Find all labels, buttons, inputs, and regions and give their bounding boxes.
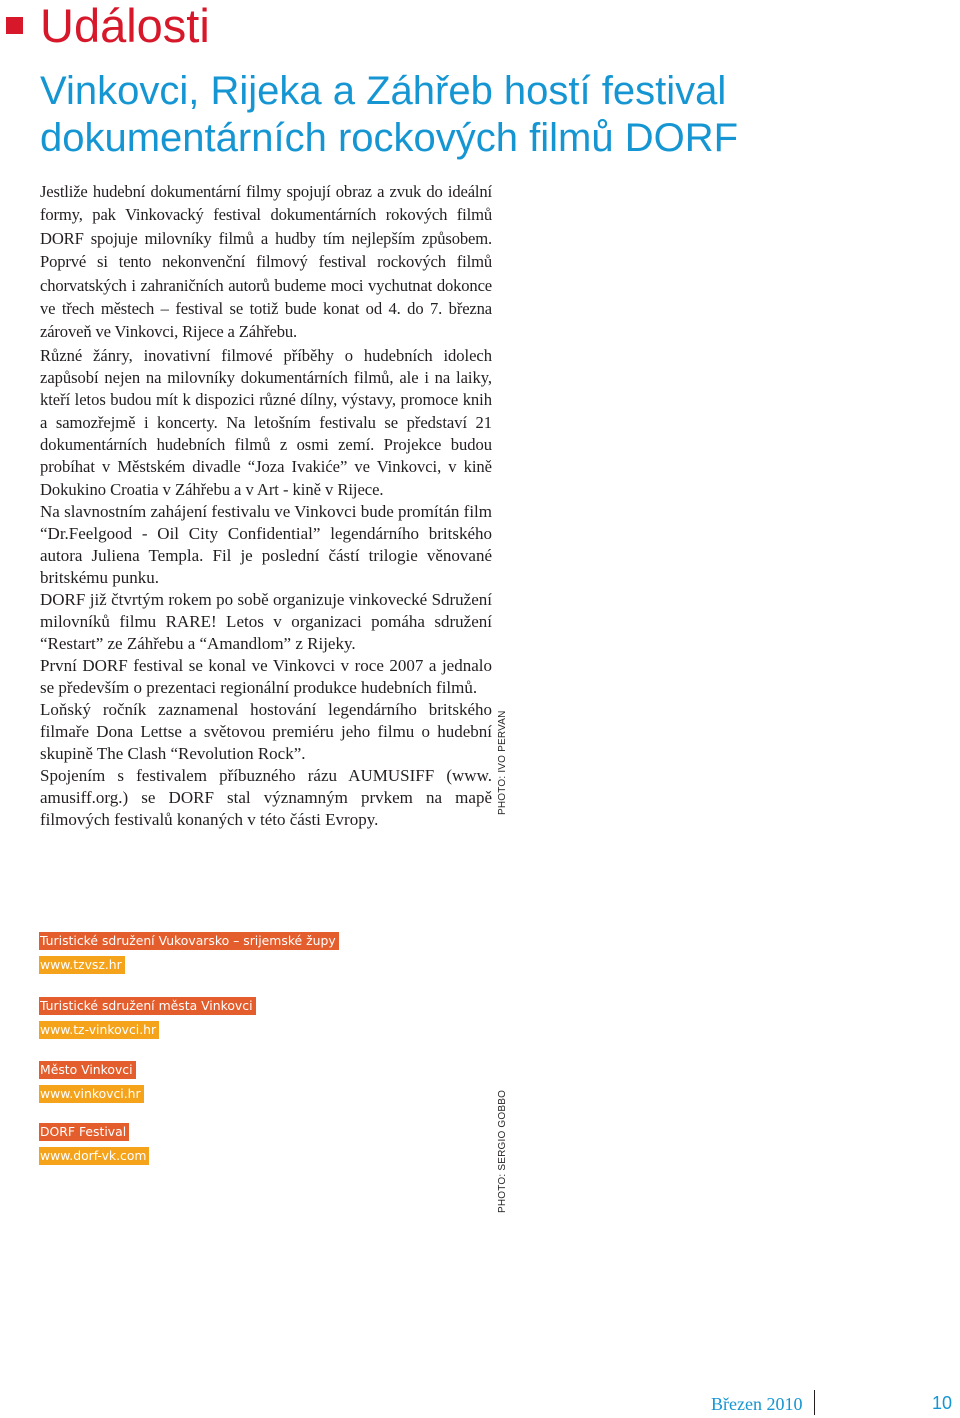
- paragraph-genres: Různé žánry, inovativní filmové příběhy o hudebních idolech zapůsobí nejen na milovníky dokumentárních filmů, ale i na laiky, kteří letos budou mít k dispozici různé dílny, výstavy, promoce knih a samozřejmě i koncerty. Na letošním festivalu se představí 21 dokumentárních hudebních filmů z osmi zemí. Projekce budou probíhat v Městském divadle “Joza Ivakiće” ve Vinkovci, v kině Dokukino Croatia v Záhřebu a v Art - kině v Rijece.: [40, 345, 492, 499]
- paragraph-first-festival: První DORF festival se konal ve Vinkovci v roce 2007 a jednalo se především o prezentaci regionální produkce hudebních filmů.: [40, 655, 492, 697]
- contact-block: [39, 932, 339, 974]
- contact-block: [39, 997, 339, 1039]
- article-headline: [40, 68, 920, 162]
- paragraph-last-year: Loňský ročník zaznamenal hostování legendárního britského filmaře Dona Lettse a světovou premiéru jeho filmu o hudební skupině The Clash “Revolution Rock”.: [40, 699, 492, 763]
- page-number: 10: [932, 1393, 953, 1413]
- paragraph-organizers: DORF již čtvrtým rokem po sobě organizuje vinkovecké Sdružení milovníků filmu RARE! Letos v organizaci pomáha sdružení “Restart” ze Záhřebu a “Amandlom” z Rijeky.: [40, 589, 492, 653]
- contact-list: [39, 932, 339, 1187]
- contact-name: DORF Festival: [39, 1123, 129, 1141]
- contact-block: [39, 1061, 339, 1103]
- paragraph-opening-film: Na slavnostním zahájení festivalu ve Vinkovci bude promítán film “Dr.Feelgood - Oil City Confidential” legendárního britského autora Juliena Templa. Fil je poslední částí trilogie věnované britskému punku.: [40, 501, 492, 587]
- section-marker: [6, 17, 23, 34]
- contact-link[interactable]: www.tz-vinkovci.hr: [39, 1021, 159, 1039]
- contact-name: Město Vinkovci: [39, 1061, 136, 1079]
- paragraph-aumusiff: Spojením s festivalem příbuzného rázu AUMUSIFF (www. amusiff.org.) se DORF stal významným prvkem na mapě filmových festivalů konaných v této části Evropy.: [40, 765, 492, 829]
- article-body: [40, 180, 492, 831]
- photo-credit-ivo-pervan: PHOTO: IVO PERVAN: [497, 710, 508, 815]
- contact-block: [39, 1123, 339, 1165]
- photo-credit-sergio-gobbo: PHOTO: SERGIO GOBBO: [497, 1089, 508, 1213]
- contact-name: Turistické sdružení Vukovarsko – srijemské župy: [39, 932, 339, 950]
- section-title: Události: [40, 0, 210, 52]
- contact-link[interactable]: www.tzvsz.hr: [39, 956, 125, 974]
- contact-name: Turistické sdružení města Vinkovci: [39, 997, 256, 1015]
- footer-divider: [814, 1390, 815, 1415]
- headline-line-2: dokumentárních rockových filmů DORF: [40, 116, 739, 160]
- headline-line-1: Vinkovci, Rijeka a Záhřeb hostí festival: [40, 69, 727, 113]
- paragraph-intro: Jestliže hudební dokumentární filmy spojují obraz a zvuk do ideální formy, pak Vinkovacký festival dokumentárních rokových filmů DORF spojuje milovníky filmů a hudby tím nejlepším způsobem. Poprvé si tento nekonvenční filmový festival rockových filmů chorvatských i zahraničních autorů budeme moci vychutnat dokonce ve třech městech – festival se totiž bude konat od 4. do 7. března zároveň ve Vinkovci, Rijece a Záhřebu.: [40, 182, 492, 342]
- footer-issue: Březen 2010: [711, 1394, 803, 1414]
- contact-link[interactable]: www.dorf-vk.com: [39, 1147, 149, 1165]
- contact-link[interactable]: www.vinkovci.hr: [39, 1085, 144, 1103]
